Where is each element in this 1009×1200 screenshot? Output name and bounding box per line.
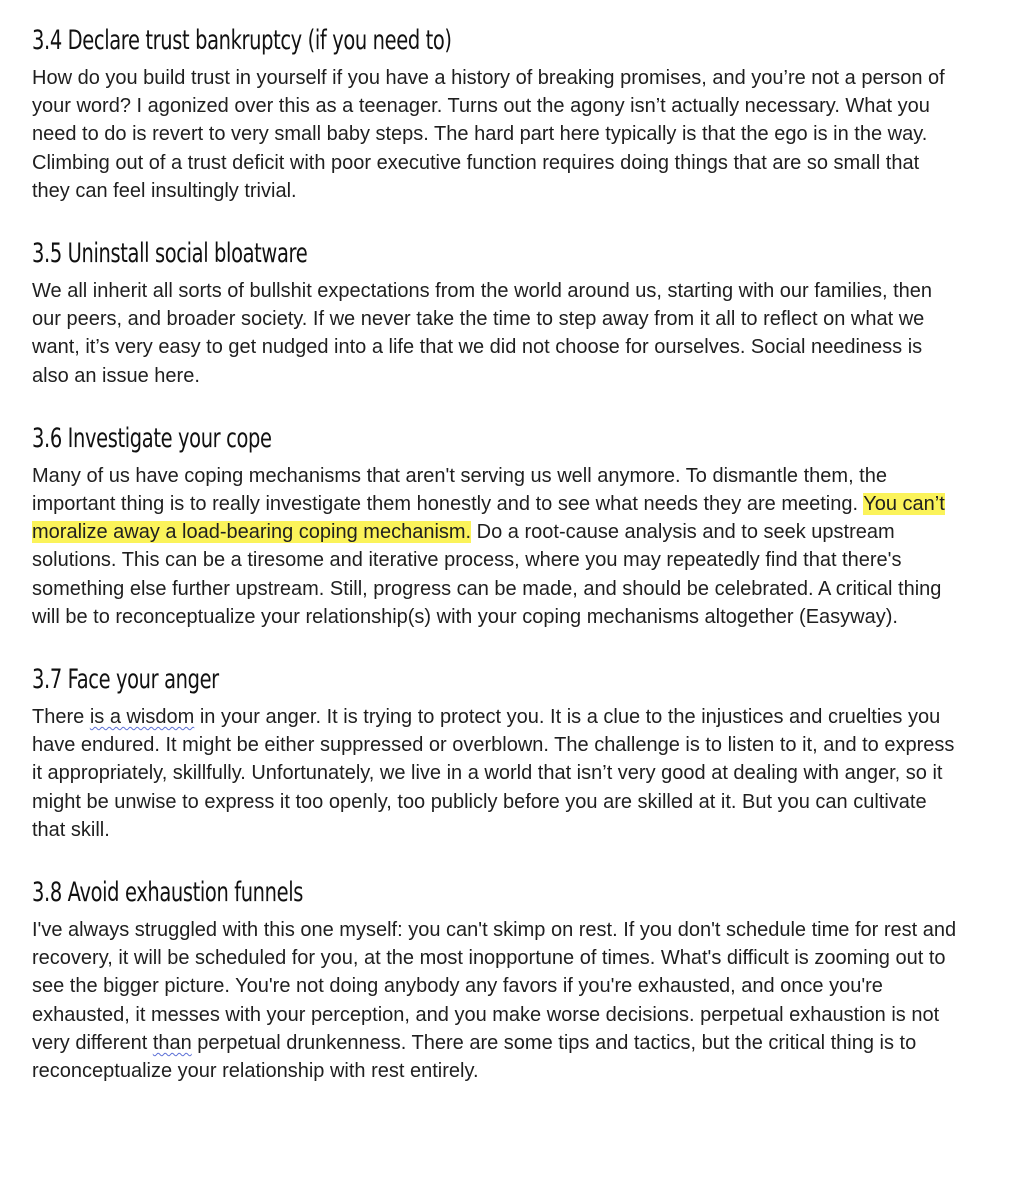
document-body <box>32 22 962 1115</box>
section-paragraph[interactable]: How do you build trust in yourself if you have a history of breaking promises, and you’re not a person of your word? I agonized over this as a teenager. Turns out the agony isn’t actually necessary. What you need to do is revert to very small baby steps. The hard part here typically is that the ego is in the way. Climbing out of a trust deficit with poor executive function requires doing things that are so small that they can feel insultingly trivial. <box>32 67 945 202</box>
section-3-7 <box>32 661 962 844</box>
section-paragraph[interactable] <box>32 462 962 631</box>
grammar-flagged-word[interactable]: than <box>152 1031 192 1054</box>
section-heading: 3.5 Uninstall social bloatware <box>32 238 308 270</box>
section-3-6 <box>32 420 962 631</box>
section-heading: 3.4 Declare trust bankruptcy (if you need to) <box>32 25 452 56</box>
section-3-4 <box>32 22 962 205</box>
paragraph-text: in your anger. It is trying to protect you. It is a clue to the injustices and cruelties you have endured. It might be either suppressed or overblown. The challenge is to listen to it, and to express it appropriately, skillfully. Unfortunately, we live in a world that isn’t very good at dealing with anger, so it might be unwise to express it too openly, too publicly before you are skilled at it. But you can cultivate that skill. <box>32 706 955 841</box>
section-paragraph[interactable] <box>32 703 962 844</box>
section-heading: 3.7 Face your anger <box>32 664 219 696</box>
paragraph-text: I've always struggled with this one myself: you can't skimp on rest. If you don't schedule time for rest and recovery, it will be scheduled for you, at the most inopportune of times. What's difficult is zooming out to see the bigger picture. You're not doing anybody any favors if you're exhausted, and once you're exhausted, it messes with your perception, and you make worse decisions. perpetual exhaustion is not very different <box>32 919 957 1054</box>
section-heading: 3.6 Investigate your cope <box>32 422 272 454</box>
paragraph-text: Many of us have coping mechanisms that aren't serving us well anymore. To dismantle them, the important thing is to really investigate them honestly and to see what needs they are meeting. <box>32 464 887 516</box>
paragraph-text: There <box>32 706 90 729</box>
paragraph-text: perpetual drunkenness. There are some tips and tactics, but the critical thing is to reconceptualize your relationship with rest entirely. <box>32 1031 917 1083</box>
grammar-flagged-phrase[interactable]: is a wisdom <box>89 706 195 729</box>
highlighted-sentence[interactable]: You can’t moralize away a load-bearing coping mechanism. <box>32 493 945 544</box>
section-3-8 <box>32 874 962 1085</box>
section-paragraph[interactable] <box>32 916 962 1085</box>
section-3-5 <box>32 235 962 390</box>
section-heading: 3.8 Avoid exhaustion funnels <box>32 877 304 909</box>
paragraph-text: Do a root-cause analysis and to seek upstream solutions. This can be a tiresome and iterative process, where you may repeatedly find that there's something else further upstream. Still, progress can be made, and should be celebrated. A critical thing will be to reconceptualize your relationship(s) with your coping mechanisms altogether (Easyway). <box>32 521 942 628</box>
section-paragraph[interactable]: We all inherit all sorts of bullshit expectations from the world around us, starting with our families, then our peers, and broader society. If we never take the time to step away from it all to reflect on what we want, it’s very easy to get nudged into a life that we did not choose for ourselves. Social neediness is also an issue here. <box>32 280 933 387</box>
